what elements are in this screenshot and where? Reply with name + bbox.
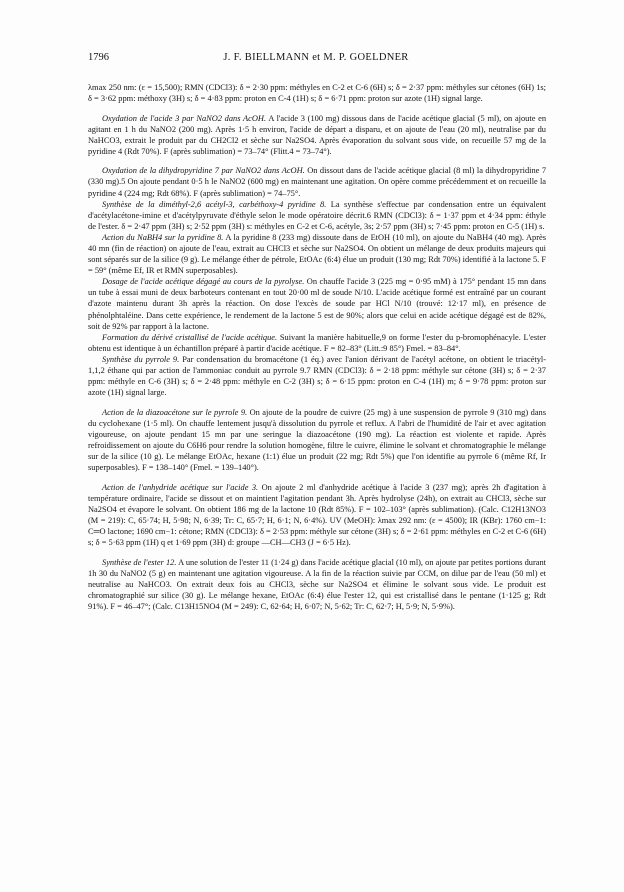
- procedure-title: Oxydation de l'acide 3 par NaNO2 dans AcOH.: [102, 113, 267, 123]
- procedure-paragraph: [88, 232, 546, 276]
- procedure-paragraph: [88, 199, 546, 232]
- procedure-title: Synthèse de l'ester 12.: [102, 557, 177, 567]
- procedure-paragraph: [88, 482, 546, 549]
- procedure-paragraph: [88, 332, 546, 354]
- paragraph-text: A l'acide 3 (100 mg) dissous dans de l'acide acétique glacial (5 ml), on ajoute en agitant en 1 h du NaNO2 (200 mg). Après 1·5 h environ, l'acide de départ a disparu, et on ajoute de l'eau (20 ml), neutralise par du NaHCO3, extrait le produit par du CH2Cl2 et sèche sur Na2SO4. Après évaporation du solvant sous vide, on recueille 57 mg de la pyridine 4 (Rdt 70%). F (après sublimation) = 73–74° (Flitt.4 = 73–74°).: [88, 113, 547, 156]
- paragraph-text: La synthèse s'effectue par condensation entre un équivalent d'acétylacétone-imine et d'acétylpyruvate d'éthyle selon le mode opératoire décrit.6 RMN (CDCl3): δ = 1·37 ppm et 4·34 ppm: éthyle de l'ester. δ = 2·47 ppm (3H) s; 2·52 ppm (3H) s: méthyles en C-2 et C-6, acétyle, 3s; 2·57 ppm (3H) s; 7·45 ppm: proton en C-5 (1H) s.: [88, 199, 546, 231]
- procedure-title: Formation du dérivé cristallisé de l'acide acétique.: [102, 332, 278, 342]
- procedure-title: Action du NaBH4 sur la pyridine 8.: [102, 232, 224, 242]
- running-authors: J. F. BIELLMANN et M. P. GOELDNER: [223, 52, 409, 63]
- procedure-title: Synthèse de la diméthyl-2,6 acétyl-3, carbéthoxy-4 pyridine 8.: [102, 199, 327, 209]
- procedure-title: Action de la diazoacétone sur le pyrrole 9.: [102, 407, 248, 417]
- procedure-paragraph: [88, 165, 546, 198]
- paragraph-text: Par condensation du bromacétone (1 éq.) avec l'anion dérivant de l'acétyl acétone, on obtient le triacétyl-1,1,2 éthane qui par action de l'ammoniac conduit au pyrrole 9.7 RMN (CDCl3): δ = 2·18 ppm: méthyle sur cétone (3H) s; δ = 2·37 ppm: méthyle en C-6 (3H) s; δ = 2·48 ppm: méthyle en C-2 (3H) s; δ = 6·15 ppm: proton en C-4 (1H) m; δ = 9·78 ppm: proton sur azote (1H) signal large.: [88, 354, 547, 398]
- paragraph-text: On chauffe l'acide 3 (225 mg = 0·95 mM) à 175° pendant 15 mn dans un tube à essai muni de deux barboteurs contenant en tout 20·00 ml de soude N/10. L'acide acétique formé est entraîné par un courant d'azote maintenu durant 3h après la réaction. On dose l'excès de soude par HCl N/10 (trouvé: 12·17 ml), en présence de phénolphtaléine. Dans cette expérience, le rendement de la lactone 5 est de 90%; alors que celui en acide acétique dégagé est de 82%, soit de 92% par rapport à la lactone.: [88, 277, 547, 331]
- running-header: [88, 52, 544, 66]
- procedure-title: Synthèse du pyrrole 9.: [102, 354, 180, 364]
- procedure-title: Action de l'anhydride acétique sur l'acide 3.: [102, 482, 259, 492]
- procedure-title: Dosage de l'acide acétique dégagé au cours de la pyrolyse.: [102, 277, 305, 287]
- procedure-paragraph: [88, 557, 546, 612]
- procedure-paragraph: [88, 354, 546, 398]
- paragraph-text: On ajoute 2 ml d'anhydride acétique à l'acide 3 (237 mg); après 2h d'agitation à température ordinaire, l'acide se dissout et on maintient l'agitation pendant 3h. Après hydrolyse (24h), on extrait au CHCl3, sèche sur Na2SO4 et évapore le solvant. On obtient 186 mg de la lactone 10 (Rdt 85%). F = 102–103° (après sublimation). (Calc. C12H13NO3 (M = 219): C, 65·74; H, 5·98; N, 6·39; Tr: C, 65·7; H, 6·1; N, 6·4%). UV (MeOH): λmax 292 nm: (ε = 4500); IR (KBr): 1760 cm−1: C═O lactone; 1690 cm−1: cétone; RMN (CDCl3): δ = 2·53 ppm: méthyle sur cétone (3H) s; δ = 2·61 ppm: méthyles en C-2 et C-6 (6H) s; δ = 5·63 ppm (1H) q et 1·69 ppm (3H) d: groupe —CH—CH3 (J = 6·5 Hz).: [88, 482, 547, 548]
- procedure-paragraph: [88, 276, 546, 331]
- paragraph-text: On dissout dans de l'acide acétique glacial (8 ml) la dihydropyridine 7 (330 mg).5 On ajoute pendant 0·5 h le NaNO2 (600 mg) en maintenant une agitation. On opère comme précédemment et on recueille la pyridine 4 (224 mg; Rdt 68%). F (après sublimation) = 74–75°.: [88, 166, 547, 198]
- procedure-title: Oxydation de la dihydropyridine 7 par NaNO2 dans AcOH.: [102, 166, 305, 176]
- paragraph-text: Suivant la manière habituelle,9 on forme l'ester du p-bromophénacyle. L'ester obtenu est identique à un échantillon préparé à partir d'acide acétique. F = 82–83° (Litt.:9 85°) Fmel. = 83–84°.: [88, 332, 546, 353]
- procedure-paragraph: [88, 407, 546, 474]
- paragraph-text: A la pyridine 8 (233 mg) dissoute dans de EtOH (10 ml), on ajoute du NaBH4 (40 mg). Après 40 mn (fin de réaction) on ajoute de l'eau, extrait au CHCl3 et sèche sur Na2SO4. On obtient un mélange de deux produits majeurs qui sont séparés sur de la silice (9 g). Le mélange éther de pétrole, EtOAc (6:4) élue un produit (130 mg; Rdt 70%) identifié à la lactone 5. F = 59° (même Ef, IR et RMN superposables).: [88, 232, 546, 276]
- procedure-paragraph: [88, 113, 546, 157]
- page-number: 1796: [88, 52, 109, 63]
- spectral-data-continuation: [88, 82, 546, 104]
- paragraph-text: λmax 250 nm: (ε = 15,500); RMN (CDCl3): δ = 2·30 ppm: méthyles en C-2 et C-6 (6H) s; δ = 2·37 ppm: méthyles sur cétones (6H) 1s; δ = 3·62 ppm: méthoxy (3H) s; δ = 4·83 ppm: proton en C-4 (1H) s; δ = 6·71 ppm: proton sur azote (1H) signal large.: [88, 83, 546, 104]
- paragraph-text: A une solution de l'ester 11 (1·24 g) dans l'acide acétique glacial (10 ml), on ajoute par petites portions durant 1h 30 du NaNO2 (5 g) en maintenant une agitation vigoureuse. A la fin de la réaction suivie par CCM, on dilue par de l'eau (50 ml) et neutralise au NaHCO3. On extrait deux fois au CHCl3, sèche sur Na2SO4 et élimine le solvant sous vide. Le produit est chromatographié sur silice (30 g). Le mélange hexane, EtOAc (6:4) élue l'ester 12, qui est cristallisé dans le pentane (1·125 g; Rdt 91%). F = 46–47°; (Calc. C13H15NO4 (M = 249): C, 62·64; H, 6·07; N, 5·62; Tr: C, 62·7; H, 5·9; N, 5·9%).: [88, 557, 546, 611]
- article-body: [88, 82, 546, 612]
- paragraph-text: On ajoute de la poudre de cuivre (25 mg) à une suspension de pyrrole 9 (310 mg) dans du cyclohexane (1·5 ml). On chauffe lentement jusqu'à dissolution du pyrrole et reflux. A l'abri de l'humidité de l'air et avec agitation vigoureuse, on ajoute pendant 15 mn par une seringue la diazoacétone (190 mg). La réaction est violente et rapide. Après refroidissement on ajoute du C6H6 pour rendre la solution homogène, filtre le cuivre, élimine le solvant et chromatographie le mélange sur de la silice (10 g). Le mélange EtOAc, hexane (1:1) élue un produit (22 mg; Rdt 5%) que l'on identifie au pyrrole 6 (même Rf, Ir superposables). F = 138–140° (Fmel. = 139–140°).: [88, 407, 546, 473]
